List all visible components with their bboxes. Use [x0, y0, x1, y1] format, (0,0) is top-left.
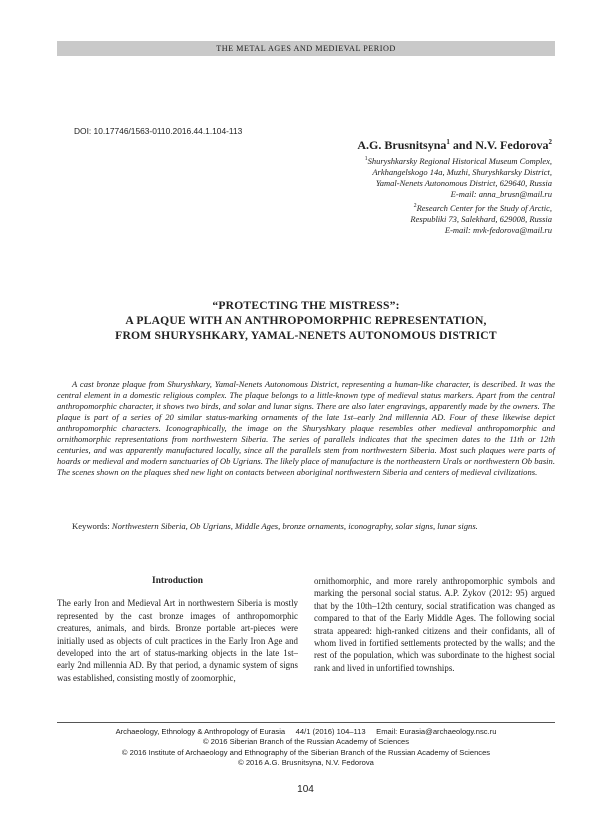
- abstract: A cast bronze plaque from Shuryshkary, Yamal-Nenets Autonomous District, representing a human-like character, is described. It was the central element in a domestic religious complex. The plaque belongs to a little-known type of medieval status markers. Apart from the central anthropomorphic character, it shows two birds, and solar and lunar signs. There are also later engravings, apparently made by the owners. The plaque is part of a series of 20 similar status-marking ornaments of the late 1st–early 2nd millennia AD. Four of these likewise depict anthropomorphic characters. Iconographically, the image on the Shuryshkary plaque resembles other medieval anthropomorphic and ornithomorphic representations from northwestern Siberia. The series of parallels indicates that the specimen dates to the 11th or 12th centuries, and was apparently manufactured locally, since all the parallels stem from northwestern Siberia. Most such plaques were parts of hoards or medieval and modern sanctuaries of Ob Ugrians. The likely place of manufacture is the northeastern Urals or northwestern Ob basin. The scenes shown on the plaques shed new light on contacts between aboriginal northwestern Siberia and centers of medieval civilizations.: [57, 379, 555, 478]
- author-2: N.V. Fedorova: [475, 138, 549, 152]
- footer-copyright: © 2016 A.G. Brusnitsyna, N.V. Fedorova: [238, 758, 374, 768]
- footer-journal: Archaeology, Ethnology & Anthropology of Eurasia 44/1 (2016) 104–113 Email: Eurasia@archaeology.nsc.ru: [115, 727, 497, 736]
- author-1-sup: 1: [446, 138, 450, 146]
- affiliation-line: $^2$Research Center for the Study of Arctic,: [413, 202, 552, 213]
- body-column-left: [57, 575, 298, 684]
- doi: DOI: 10.17746/1563-0110.2016.44.1.104-113: [74, 126, 243, 136]
- footer-divider: [57, 722, 555, 723]
- title-line: FROM SHURYSHKARY, YAMAL-NENETS AUTONOMOUS DISTRICT: [115, 329, 497, 342]
- affiliation-email: E-mail: mvk-fedorova@mail.ru: [444, 224, 552, 235]
- author-1: A.G. Brusnitsyna: [357, 138, 447, 152]
- page-number: 104: [297, 784, 314, 795]
- keywords-label: Keywords:: [72, 521, 112, 531]
- title-line: “PROTECTING THE MISTRESS”:: [212, 299, 400, 312]
- article-title: [60, 298, 552, 343]
- author-conjunction: and: [449, 138, 476, 152]
- footer-copyright: © 2016 Siberian Branch of the Russian Academy of Sciences: [202, 737, 410, 747]
- affiliation-line: $^1$Shuryshkarsky Regional Historical Museum Complex,: [364, 155, 552, 166]
- running-header: [57, 41, 555, 56]
- body-paragraph: ornithomorphic, and more rarely anthropomorphic symbols and marking the personal social status. A.P. Zykov (2012: 95) argued that by the 10th–12th century, social stratification was changed as compared to that of the Early Middle Ages. The following social strata appeared: high-ranked citizens and their confidants, all of whom lived in fortified settlements protected by the walls; and the rest of the population, which was subordinate to the highest social rank and lived in unfortified townships.: [314, 576, 555, 673]
- section-heading: Introduction: [152, 576, 203, 586]
- footer: [57, 727, 555, 769]
- keywords-list: Northwestern Siberia, Ob Ugrians, Middle Ages, bronze ornaments, iconography, solar signs, lunar signs.: [111, 521, 478, 531]
- section-title: THE METAL AGES AND MEDIEVAL PERIOD: [216, 44, 396, 53]
- title-line: A PLAQUE WITH AN ANTHROPOMORPHIC REPRESENTATION,: [125, 314, 487, 327]
- affiliation-line: Arkhangelskogo 14a, Muzhi, Shuryshkarsky District,: [372, 167, 552, 178]
- affiliation-line: Yamal-Nenets Autonomous District, 629640, Russia: [375, 178, 552, 189]
- affiliations: [252, 154, 552, 236]
- footer-copyright: © 2016 Institute of Archaeology and Ethnography of the Siberian Branch of the Russian Academy of Sciences: [121, 747, 491, 757]
- body-paragraph: The early Iron and Medieval Art in northwestern Siberia is mostly represented by the cast bronze images of anthropomorphic creatures, animals, and birds. Bronze portable art-pieces were initially used as objects of cult practices in the Early Iron Age and developed into the art of status-marking objects in the late 1st–early 2nd millennia AD. By that period, a dynamic system of signs was established, consisting mostly of zoomorphic,: [57, 598, 298, 683]
- affiliation-email: E-mail: anna_brusn@mail.ru: [450, 189, 552, 200]
- authors: [357, 138, 552, 153]
- author-2-sup: 2: [548, 138, 552, 146]
- body-column-right: [314, 575, 555, 674]
- keywords: [57, 521, 555, 532]
- affiliation-line: Respubliki 73, Salekhard, 629008, Russia: [410, 213, 552, 224]
